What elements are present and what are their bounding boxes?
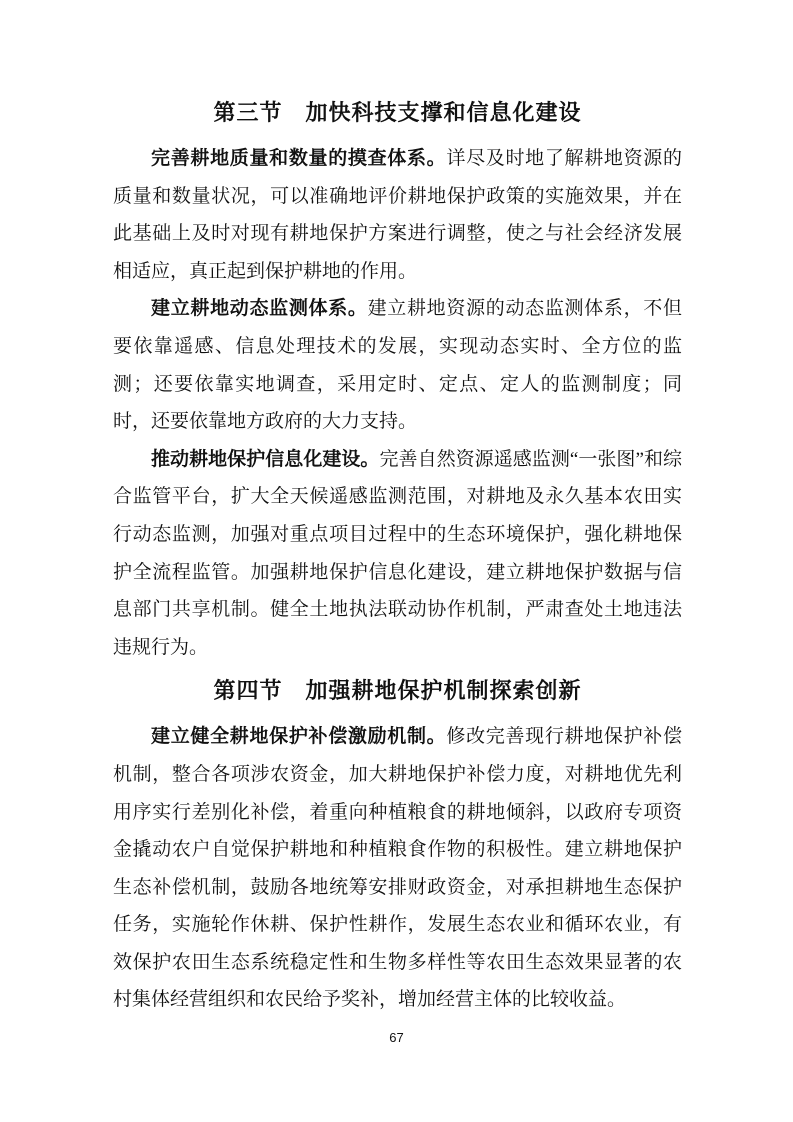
paragraph-4-text: 修改完善现行耕地保护补偿机制，整合各项涉农资金，加大耕地保护补偿力度，对耕地优先利用序实行差别化补偿，着重向种植粮食的耕地倾斜，以政府专项资金撬动农户自觉保护耕地和种植粮食作物的积极性。建立耕地保护生态补偿机制，鼓励各地统筹安排财政资金，对承担耕地生态保护任务，实施轮作休耕、保护性耕作，发展生态农业和循环农业，有效保护农田生态系统稳定性和生物多样性等农田生态效果显著的农村集体经营组织和农民给予奖补，增加经营主体的比较收益。 [113,726,682,1011]
paragraph-3 [113,441,682,667]
paragraph-2-text: 建立耕地资源的动态监测体系，不但要依靠遥感、信息处理技术的发展，实现动态实时、全方位的监测；还要依靠实地调查，采用定时、定点、定人的监测制度；同时，还要依靠地方政府的大力支持。 [113,298,682,433]
paragraph-2 [113,290,682,440]
paragraph-3-lead: 推动耕地保护信息化建设。 [151,448,380,470]
paragraph-3-text: 完善自然资源遥感监测“一张图”和综合监管平台，扩大全天候遥感监测范围，对耕地及永久基本农田实行动态监测，加强对重点项目过程中的生态环境保护，强化耕地保护全流程监管。加强耕地保护信息化建设，建立耕地保护数据与信息部门共享机制。健全土地执法联动协作机制，严肃查处土地违法违规行为。 [113,448,682,658]
paragraph-4 [113,718,682,1019]
paragraph-1 [113,140,682,290]
paragraph-1-text: 详尽及时地了解耕地资源的质量和数量状况，可以准确地评价耕地保护政策的实施效果，并在此基础上及时对现有耕地保护方案进行调整，使之与社会经济发展相适应，真正起到保护耕地的作用。 [113,148,682,282]
document-content [113,96,682,1019]
page-number: 67 [389,1030,404,1045]
section-heading-3: 第三节 加快科技支撑和信息化建设 [213,100,582,125]
paragraph-4-lead: 建立健全耕地保护补偿激励机制。 [151,726,447,748]
paragraph-1-lead: 完善耕地质量和数量的摸查体系。 [151,148,447,169]
section-heading-4: 第四节 加强耕地保护机制探索创新 [213,678,582,704]
paragraph-2-lead: 建立耕地动态监测体系。 [151,298,368,320]
